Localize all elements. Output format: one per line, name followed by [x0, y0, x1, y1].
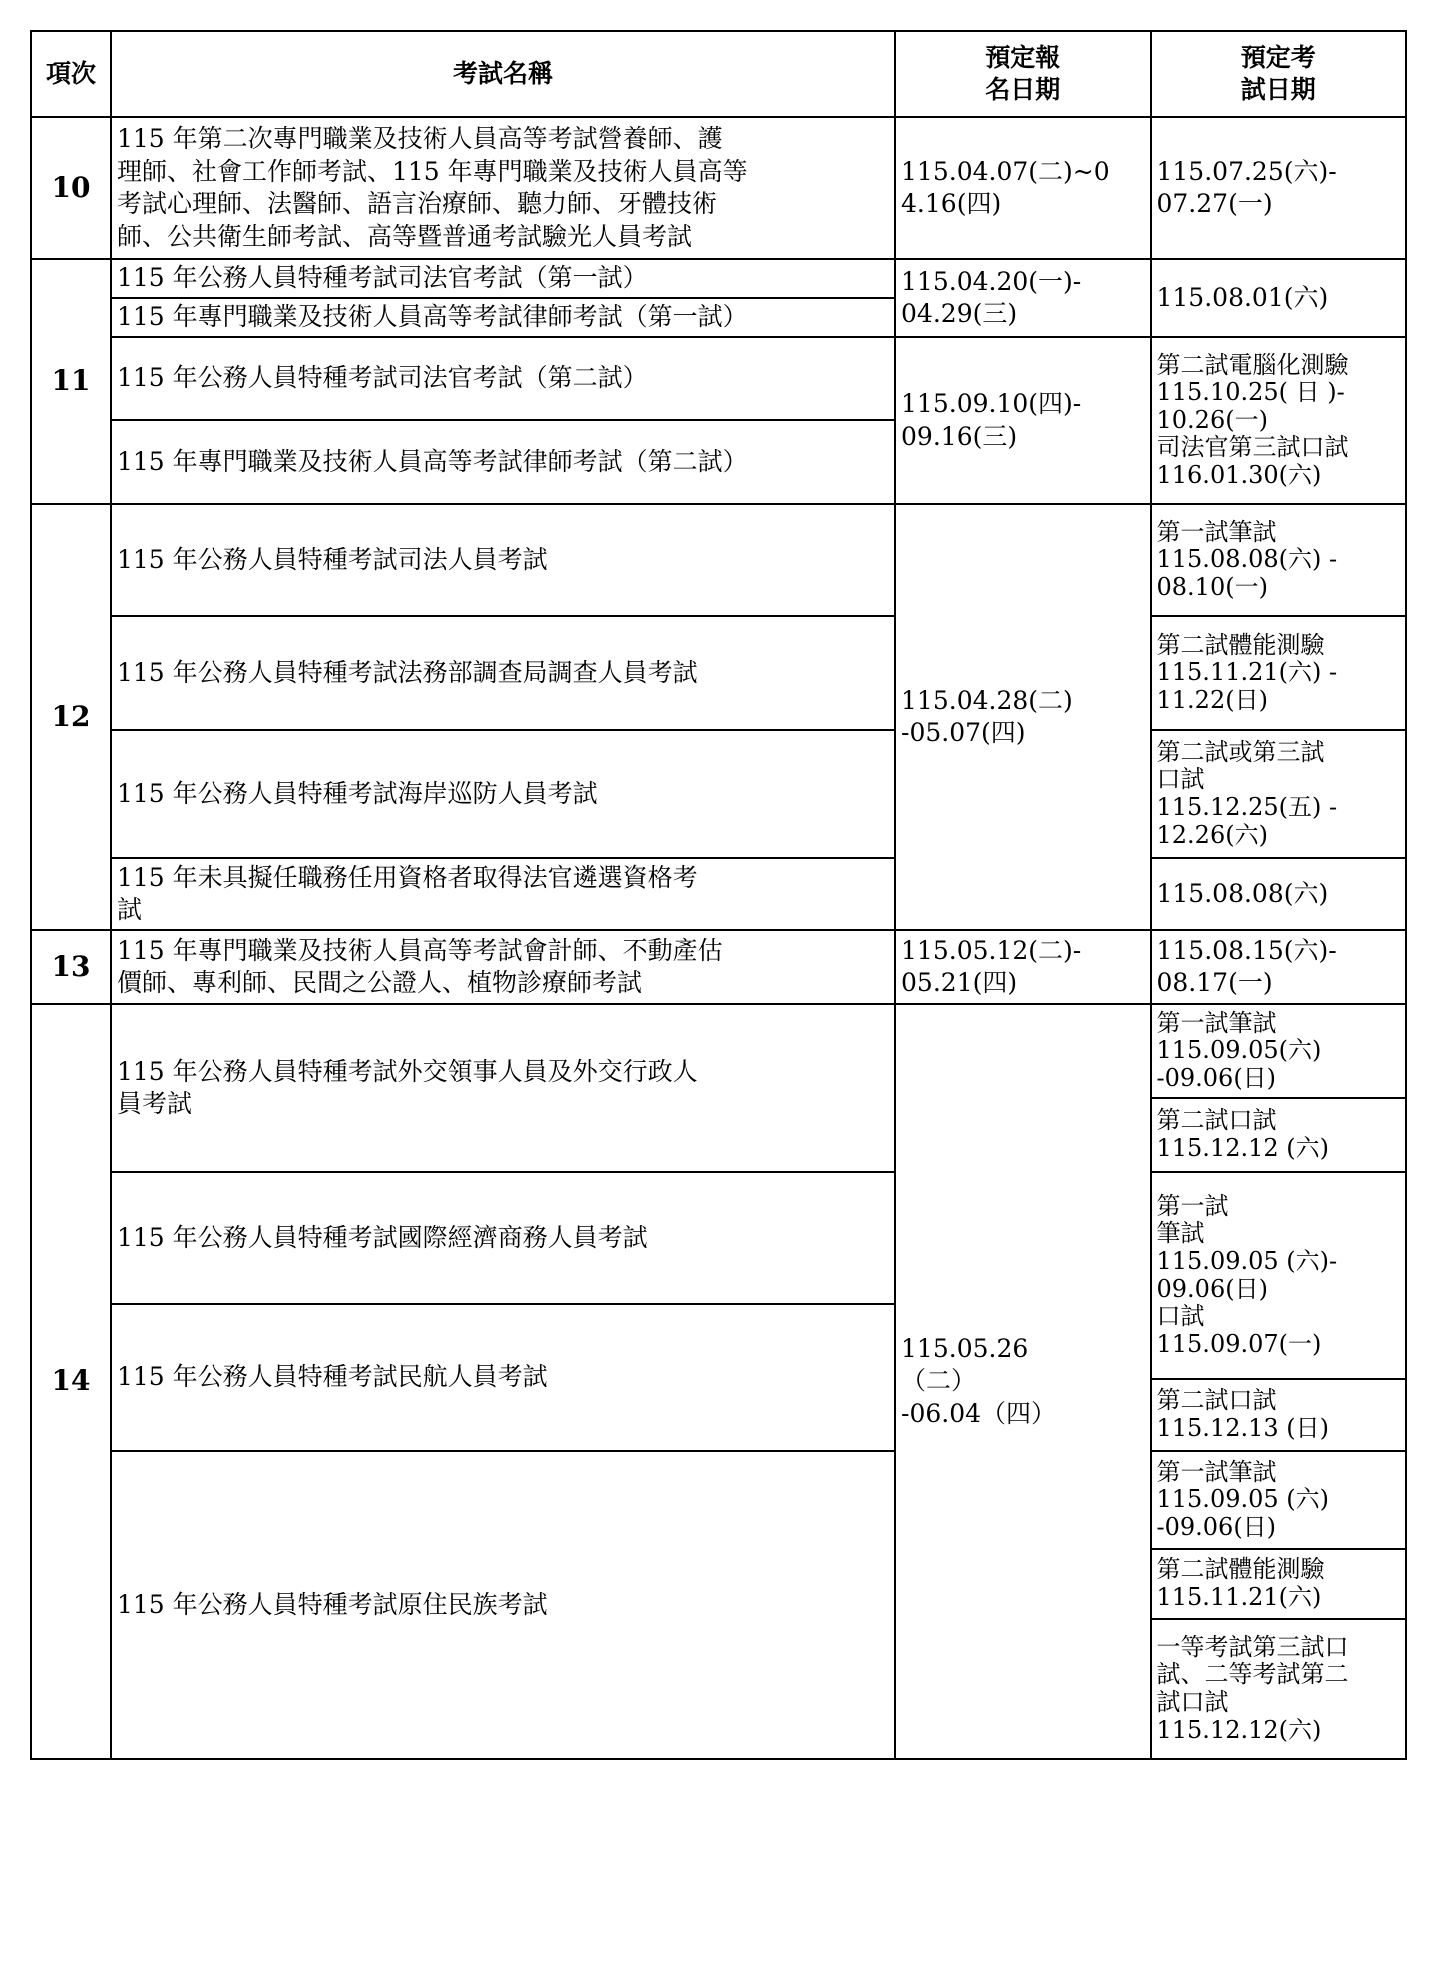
exam-date: 第二試口試 115.12.12 (六) — [1151, 1098, 1407, 1172]
exam-date: 115.08.08(六) — [1151, 858, 1407, 930]
exam-date: 第二試或第三試 口試 115.12.25(五) - 12.26(六) — [1151, 730, 1407, 858]
table-row — [31, 1004, 1406, 1098]
header-name: 考試名稱 — [111, 31, 895, 117]
table-row — [31, 616, 1406, 730]
table-row — [31, 930, 1406, 1004]
header-exam: 預定考 試日期 — [1151, 31, 1407, 117]
exam-name: 115 年公務人員特種考試原住民族考試 — [111, 1451, 895, 1759]
registration-date: 115.05.26 （二） -06.04（四） — [895, 1004, 1150, 1759]
exam-date: 115.07.25(六)- 07.27(一) — [1151, 117, 1407, 259]
header-row — [31, 31, 1406, 117]
exam-name: 115 年公務人員特種考試司法人員考試 — [111, 504, 895, 616]
table-row — [31, 337, 1406, 420]
header-reg: 預定報 名日期 — [895, 31, 1150, 117]
registration-date: 115.09.10(四)- 09.16(三) — [895, 337, 1150, 504]
exam-name: 115 年專門職業及技術人員高等考試律師考試（第二試） — [111, 420, 895, 504]
item-number: 11 — [31, 259, 111, 504]
table-row — [31, 504, 1406, 616]
exam-schedule-table — [30, 30, 1407, 1760]
item-number: 13 — [31, 930, 111, 1004]
exam-date: 第二試電腦化測驗 115.10.25( 日 )- 10.26(一) 司法官第三試口試 116.01.30(六) — [1151, 337, 1407, 504]
exam-date: 第二試體能測驗 115.11.21(六) — [1151, 1549, 1407, 1619]
table-row — [31, 858, 1406, 930]
exam-date: 115.08.15(六)- 08.17(一) — [1151, 930, 1407, 1004]
exam-date: 第二試體能測驗 115.11.21(六) - 11.22(日) — [1151, 616, 1407, 730]
registration-date: 115.04.28(二) -05.07(四) — [895, 504, 1150, 930]
exam-date: 一等考試第三試口 試、二等考試第二 試口試 115.12.12(六) — [1151, 1619, 1407, 1759]
table-row — [31, 1451, 1406, 1549]
exam-date: 第一試 筆試 115.09.05 (六)- 09.06(日) 口試 115.09.07(一) — [1151, 1172, 1407, 1379]
item-number: 10 — [31, 117, 111, 259]
exam-name: 115 年公務人員特種考試國際經濟商務人員考試 — [111, 1172, 895, 1304]
registration-date: 115.05.12(二)- 05.21(四) — [895, 930, 1150, 1004]
exam-name: 115 年公務人員特種考試司法官考試（第二試） — [111, 337, 895, 420]
exam-name: 115 年第二次專門職業及技術人員高等考試營養師、護 理師、社會工作師考試、115 年專門職業及技術人員高等 考試心理師、法醫師、語言治療師、聽力師、牙體技術 師、公共衛生師考試、高等暨普通考試驗光人員考試 — [111, 117, 895, 259]
exam-date: 第一試筆試 115.09.05 (六) -09.06(日) — [1151, 1451, 1407, 1549]
exam-name: 115 年公務人員特種考試法務部調查局調查人員考試 — [111, 616, 895, 730]
registration-date: 115.04.20(一)- 04.29(三) — [895, 259, 1150, 337]
exam-date: 第一試筆試 115.09.05(六) -09.06(日) — [1151, 1004, 1407, 1098]
table-row — [31, 1172, 1406, 1304]
exam-name: 115 年公務人員特種考試民航人員考試 — [111, 1304, 895, 1451]
exam-date: 第二試口試 115.12.13 (日) — [1151, 1379, 1407, 1451]
item-number: 12 — [31, 504, 111, 930]
exam-name: 115 年未具擬任職務任用資格者取得法官遴選資格考 試 — [111, 858, 895, 930]
table-row — [31, 117, 1406, 259]
exam-date: 115.08.01(六) — [1151, 259, 1407, 337]
exam-name: 115 年專門職業及技術人員高等考試會計師、不動產估 價師、專利師、民間之公證人、植物診療師考試 — [111, 930, 895, 1004]
table-row — [31, 259, 1406, 298]
exam-name: 115 年公務人員特種考試海岸巡防人員考試 — [111, 730, 895, 858]
exam-name: 115 年專門職業及技術人員高等考試律師考試（第一試） — [111, 298, 895, 337]
exam-name: 115 年公務人員特種考試外交領事人員及外交行政人 員考試 — [111, 1004, 895, 1172]
registration-date: 115.04.07(二)~0 4.16(四) — [895, 117, 1150, 259]
item-number: 14 — [31, 1004, 111, 1759]
table-row — [31, 730, 1406, 858]
exam-name: 115 年公務人員特種考試司法官考試（第一試） — [111, 259, 895, 298]
exam-date: 第一試筆試 115.08.08(六) - 08.10(一) — [1151, 504, 1407, 616]
header-item: 項次 — [31, 31, 111, 117]
